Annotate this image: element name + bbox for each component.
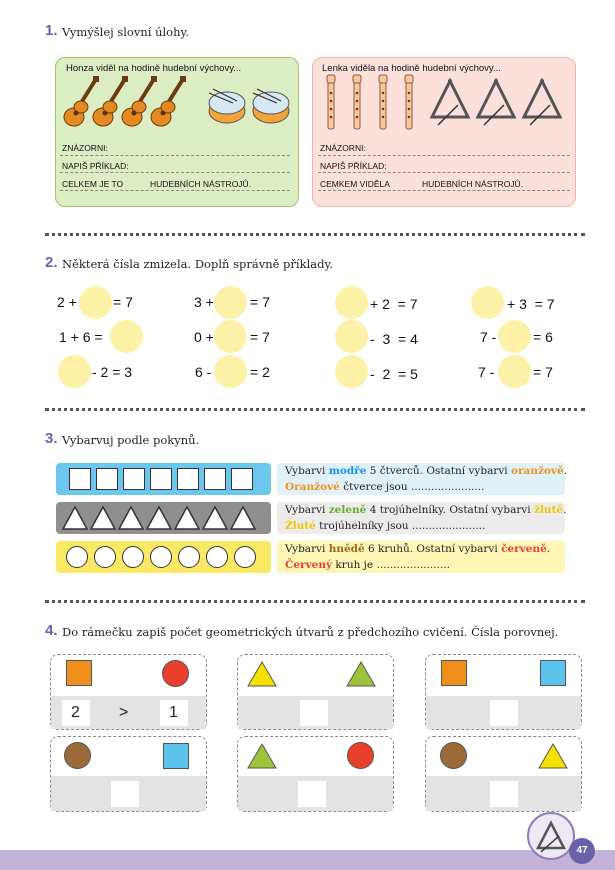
task-3-number: 3. [45, 430, 58, 447]
instruction-triangles-line2: Žluté trojúhelníky jsou ...................... [285, 520, 486, 532]
task-2-text: Některá čísla zmizela. Doplň správně příklady. [62, 257, 334, 271]
right-total-label: CEMKEM VIDĚLA [320, 179, 390, 189]
color-square[interactable] [150, 468, 172, 490]
answer-circle[interactable] [335, 286, 368, 319]
eq-6-right: = 2 [250, 364, 270, 380]
eq-12-left: 7 - [478, 364, 495, 380]
orange-square-icon [441, 660, 467, 686]
eq-11-right: = 6 [533, 329, 553, 345]
right-represent-label: ZNÁZORNI: [320, 143, 366, 153]
left-panel-title: Honza viděl na hodině hudební výchovy... [66, 63, 242, 74]
example-left-value: 2 [71, 704, 80, 721]
orange-square-icon [66, 660, 92, 686]
page-number: 47 [569, 838, 595, 864]
green-triangle-icon [345, 660, 377, 688]
divider-2 [45, 408, 585, 411]
answer-circle[interactable] [335, 320, 368, 353]
example-compare-sign: > [119, 704, 129, 721]
eq-5-right: = 7 [250, 329, 270, 345]
answer-circle[interactable] [79, 286, 112, 319]
right-panel-title: Lenka viděla na hodině hudební výchovy... [322, 63, 501, 74]
yellow-triangle-icon [537, 742, 569, 770]
footer-bar [0, 850, 615, 870]
compare-input[interactable] [111, 781, 139, 807]
eq-1-left: 2 + [57, 294, 77, 310]
eq-3-right: - 2 = 3 [92, 364, 133, 380]
compare-input[interactable] [490, 781, 518, 807]
blue-square-icon [540, 660, 566, 686]
eq-10-right: + 3 = 7 [507, 296, 555, 312]
task-2-number: 2. [45, 254, 58, 271]
green-triangle-icon [246, 742, 278, 770]
color-circle[interactable] [122, 546, 144, 568]
eq-12-right: = 7 [533, 364, 553, 380]
color-square[interactable] [177, 468, 199, 490]
triangle-instrument-icons [428, 75, 568, 130]
eq-9-right: - 2 = 5 [370, 366, 418, 382]
left-write-example-label: NAPIŠ PŘÍKLAD: [62, 161, 129, 171]
yellow-triangle-icon [246, 660, 278, 688]
instruction-squares-line1: Vybarvi modře 5 čtverců. Ostatní vybarvi oranžově. [285, 465, 568, 477]
eq-4-right: = 7 [250, 294, 270, 310]
color-square[interactable] [204, 468, 226, 490]
red-circle-icon [347, 742, 374, 769]
triangle-instrument-icon [533, 818, 569, 854]
guitar-icons [62, 75, 212, 130]
drum-icons [207, 85, 297, 127]
divider-1 [45, 233, 585, 236]
answer-circle[interactable] [498, 320, 531, 353]
eq-2-left: 1 + 6 = [59, 329, 103, 345]
red-circle-icon [162, 660, 189, 687]
right-write-example-label: NAPIŠ PŘÍKLAD: [320, 161, 387, 171]
task-1-text: Vymýšlej slovní úlohy. [62, 25, 190, 39]
color-square[interactable] [231, 468, 253, 490]
left-total-label: CELKEM JE TO [62, 179, 124, 189]
compare-input[interactable] [300, 700, 328, 726]
color-square[interactable] [96, 468, 118, 490]
color-circle[interactable] [94, 546, 116, 568]
eq-4-left: 3 + [194, 294, 214, 310]
right-instruments-label: HUDEBNÍCH NÁSTROJŮ. [422, 179, 524, 189]
answer-circle[interactable] [471, 286, 504, 319]
answer-circle[interactable] [214, 286, 247, 319]
instruction-triangles-line1: Vybarvi zeleně 4 trojúhelníky. Ostatní vybarvi žlutě. [285, 504, 567, 516]
answer-circle[interactable] [335, 355, 368, 388]
instruction-circles-line1: Vybarvi hnědě 6 kruhů. Ostatní vybarvi červeně. [285, 543, 551, 555]
brown-circle-icon [64, 742, 91, 769]
task-4-text: Do rámečku zapiš počet geometrických útvarů z předchozího cvičení. Čísla porovnej. [62, 625, 559, 639]
eq-8-right: - 3 = 4 [370, 331, 418, 347]
answer-circle[interactable] [214, 355, 247, 388]
answer-circle[interactable] [214, 320, 247, 353]
color-square[interactable] [69, 468, 91, 490]
left-represent-label: ZNÁZORNI: [62, 143, 108, 153]
divider-3 [45, 600, 585, 603]
answer-circle[interactable] [110, 320, 143, 353]
example-right-value: 1 [169, 704, 178, 721]
eq-5-left: 0 + [194, 329, 214, 345]
task-4-number: 4. [45, 622, 58, 639]
compare-input[interactable] [490, 700, 518, 726]
blue-square-icon [163, 743, 189, 769]
eq-11-left: 7 - [480, 329, 497, 345]
compare-input[interactable] [298, 781, 326, 807]
task-1-number: 1. [45, 22, 58, 39]
color-circle[interactable] [206, 546, 228, 568]
color-circle[interactable] [234, 546, 256, 568]
left-instruments-label: HUDEBNÍCH NÁSTROJŮ. [150, 179, 252, 189]
flute-icons [322, 73, 422, 133]
triangles-row[interactable] [62, 504, 267, 532]
color-circle[interactable] [66, 546, 88, 568]
eq-6-left: 6 - [195, 364, 212, 380]
instruction-squares-line2: Oranžové čtverce jsou ...................... [285, 481, 485, 493]
instruction-circles-line2: Červený kruh je ...................... [285, 559, 450, 571]
color-circle[interactable] [150, 546, 172, 568]
brown-circle-icon [440, 742, 467, 769]
color-circle[interactable] [178, 546, 200, 568]
eq-7-right: + 2 = 7 [370, 296, 418, 312]
answer-circle[interactable] [58, 355, 91, 388]
task-3-text: Vybarvuj podle pokynů. [62, 433, 200, 447]
answer-circle[interactable] [498, 355, 531, 388]
eq-1-right: = 7 [113, 294, 133, 310]
color-square[interactable] [123, 468, 145, 490]
